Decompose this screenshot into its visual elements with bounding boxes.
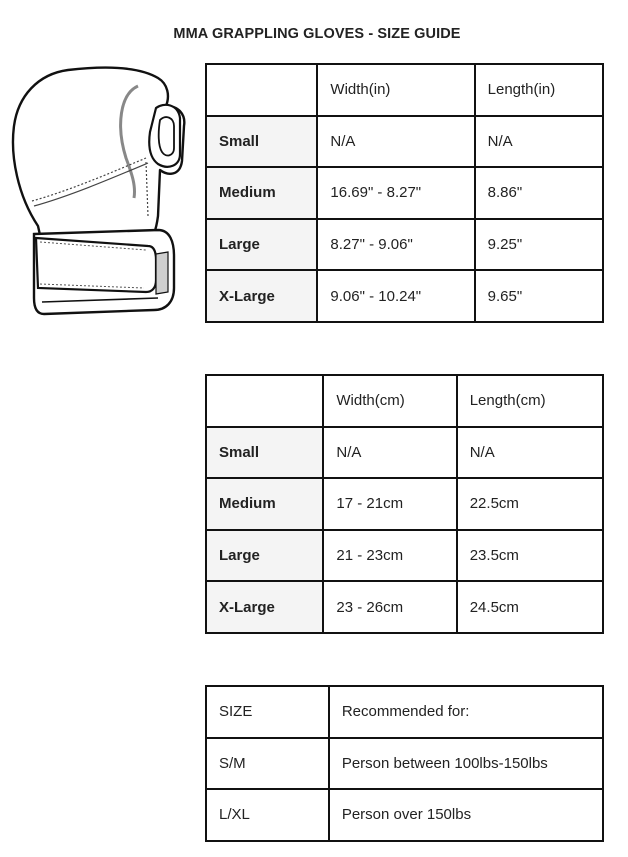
- size-cell: S/M: [206, 738, 329, 790]
- header-cell: SIZE: [206, 686, 329, 738]
- size-recommendation-table: [205, 685, 604, 842]
- header-cell: Width(cm): [323, 375, 456, 427]
- length-cell: 9.65": [475, 270, 603, 322]
- table-row: [206, 427, 603, 479]
- header-cell: Recommended for:: [329, 686, 603, 738]
- header-cell: Length(cm): [457, 375, 603, 427]
- width-cell: 21 - 23cm: [323, 530, 456, 582]
- length-cell: N/A: [457, 427, 603, 479]
- width-cell: N/A: [323, 427, 456, 479]
- size-cell: L/XL: [206, 789, 329, 841]
- table-header-row: [206, 686, 603, 738]
- size-label: Small: [206, 116, 317, 168]
- table-row: [206, 167, 603, 219]
- length-cell: 24.5cm: [457, 581, 603, 633]
- table-header-row: [206, 64, 603, 116]
- table-row: [206, 116, 603, 168]
- size-label: X-Large: [206, 270, 317, 322]
- table-row: [206, 270, 603, 322]
- size-label: Large: [206, 219, 317, 271]
- length-cell: 23.5cm: [457, 530, 603, 582]
- recommended-cell: Person between 100lbs-150lbs: [329, 738, 603, 790]
- recommended-cell: Person over 150lbs: [329, 789, 603, 841]
- table-header-row: [206, 375, 603, 427]
- length-cell: 8.86": [475, 167, 603, 219]
- width-cell: N/A: [317, 116, 474, 168]
- table-row: [206, 738, 603, 790]
- table-row: [206, 478, 603, 530]
- table-row: [206, 530, 603, 582]
- width-cell: 17 - 21cm: [323, 478, 456, 530]
- length-cell: 9.25": [475, 219, 603, 271]
- length-cell: N/A: [475, 116, 603, 168]
- width-cell: 9.06" - 10.24": [317, 270, 474, 322]
- table-row: [206, 219, 603, 271]
- glove-outline-icon: [8, 66, 192, 318]
- width-cell: 8.27" - 9.06": [317, 219, 474, 271]
- header-cell: [206, 64, 317, 116]
- header-cell: Width(in): [317, 64, 474, 116]
- width-cell: 16.69" - 8.27": [317, 167, 474, 219]
- size-label: Medium: [206, 478, 323, 530]
- size-label: Small: [206, 427, 323, 479]
- header-cell: [206, 375, 323, 427]
- size-label: Medium: [206, 167, 317, 219]
- length-cell: 22.5cm: [457, 478, 603, 530]
- size-table-centimeters: [205, 374, 604, 634]
- table-row: [206, 789, 603, 841]
- header-cell: Length(in): [475, 64, 603, 116]
- size-table-inches: [205, 63, 604, 323]
- size-label: Large: [206, 530, 323, 582]
- page-title: MMA GRAPPLING GLOVES - SIZE GUIDE: [173, 26, 461, 42]
- size-label: X-Large: [206, 581, 323, 633]
- table-row: [206, 581, 603, 633]
- width-cell: 23 - 26cm: [323, 581, 456, 633]
